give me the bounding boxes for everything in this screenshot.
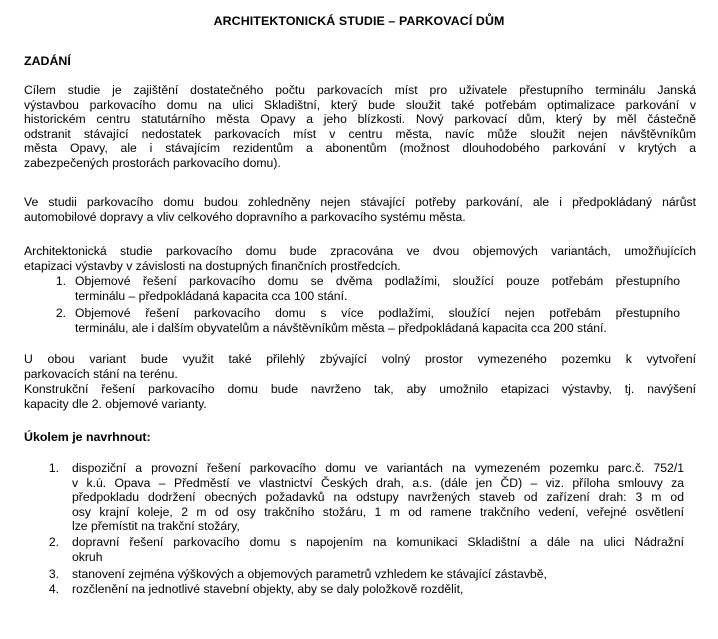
paragraph-line: Konstrukční řešení parkovacího domu bude navrženo tak, aby umožnilo etapizaci výstavby, tj. navýšení: [24, 382, 696, 396]
paragraph-line: parkovacích stání na terénu.: [24, 366, 178, 381]
paragraph-line: etapizaci výstavby v závislosti na dostupných finančních prostředcích.: [24, 258, 401, 273]
variant-number: 2.: [55, 306, 66, 320]
paragraph-line: výstavbou parkovacího domu na ulici Skladištní, který bude sloužit také potřebám optimalizace parkování v: [24, 97, 696, 112]
list-item-line: dispoziční a provozní řešení parkovacího domu ve variantách na vymezeném pozemku parc.č. 752/1: [72, 461, 684, 475]
list-item-line: okruh: [72, 549, 103, 564]
list-item-line: Objemové řešení parkovacího domu se dvěma podlažími, sloužící pouze potřebám přestupního: [75, 274, 680, 288]
paragraph-line: kapacity dle 2. objemové varianty.: [24, 396, 207, 411]
list-item-line: terminálu, ale i dalším obyvatelům a návštěvníkům města – předpokládaná kapacita cca 200 stání.: [75, 320, 607, 335]
paragraph-line: Ve studii parkovacího domu budou zohledněny nejen stávající potřeby parkování, ale i předpokládaný nárůst: [24, 195, 696, 209]
paragraph-line: Architektonická studie parkovacího domu bude zpracována ve dvou objemových variantách, umožňujících: [24, 244, 696, 258]
paragraph-surface-parking: [24, 352, 696, 381]
task-number: 1.: [48, 461, 59, 475]
paragraph-line: zabezpečených prostorách parkovacího domu).: [24, 155, 281, 170]
variant-item: [75, 306, 680, 335]
paragraph-line: U obou variant bude využit také přilehlý zbývající volný prostor vymezeného pozemku k vytvoření: [24, 352, 696, 366]
task-number: 4.: [48, 582, 59, 596]
list-item-line: předpokladu dodržení obecných požadavků na odstupy navržených staveb od zařízení drah: 3 m od: [72, 490, 684, 505]
paragraph-construction: [24, 382, 696, 411]
paragraph-goal: [24, 83, 696, 171]
paragraph-line: historickém centru statutárního města Opavy a jeho blízkosti. Nový parkovací dům, který by měl částečně: [24, 112, 696, 127]
paragraph-needs: [24, 195, 696, 224]
paragraph-line: města Opavy, ale i stávajícím rezidentům a abonentům (možnost dlouhodobého parkování v krytých a: [24, 141, 696, 156]
list-item-line: stanovení zejména výškových a objemových parametrů vzhledem ke stávající zástavbě,: [72, 567, 547, 581]
paragraph-line: odstranit stávající nedostatek parkovacích míst v centru města, navíc může sloužit nejen návštěvníkům: [24, 126, 696, 141]
list-item-line: dopravní řešení parkovacího domu s napojením na komunikaci Skladištní a dále na ulici Nádražní: [72, 535, 684, 549]
list-item-line: terminálu – předpokládaná kapacita cca 100 stání.: [75, 288, 348, 303]
document-title: ARCHITEKTONICKÁ STUDIE – PARKOVACÍ DŮM: [213, 14, 505, 28]
variant-item: [75, 274, 680, 303]
task-item: [72, 567, 684, 582]
variant-number: 1.: [55, 274, 66, 288]
section-heading-zadani: ZADÁNÍ: [24, 54, 71, 68]
task-number: 3.: [48, 567, 59, 581]
task-item: [72, 582, 684, 597]
paragraph-line: Cílem studie je zajištění dostatečného počtu parkovacích míst pro uživatele přestupního terminálu Janská: [24, 83, 696, 97]
task-number: 2.: [48, 535, 59, 549]
paragraph-line: automobilové dopravy a vliv celkového dopravního a parkovacího systému města.: [24, 209, 466, 224]
list-item-line: v k.ú. Opava – Předměstí ve vlastnictví Českých drah, a.s. (dále jen ČD) – viz. příloha smlouvy za: [72, 475, 684, 490]
list-item-line: osy krajní koleje, 2 m od osy trakčního stožáru, 1 m od ramene trakčního vedení, veřejné osvětlení: [72, 504, 684, 519]
list-item-line: rozčlenění na jednotlivé stavební objekty, aby se daly položkově rozdělit,: [72, 582, 464, 596]
paragraph-variants-intro: [24, 244, 696, 273]
task-item: [72, 535, 684, 564]
list-item-line: Objemové řešení parkovacího domu s více podlažími, sloužící nejen potřebám přestupního: [75, 306, 680, 320]
task-item: [72, 461, 684, 534]
section-heading-tasks: Úkolem je navrhnout:: [24, 430, 151, 444]
list-item-line: lze přemístit na trakční stožáry,: [72, 519, 240, 534]
